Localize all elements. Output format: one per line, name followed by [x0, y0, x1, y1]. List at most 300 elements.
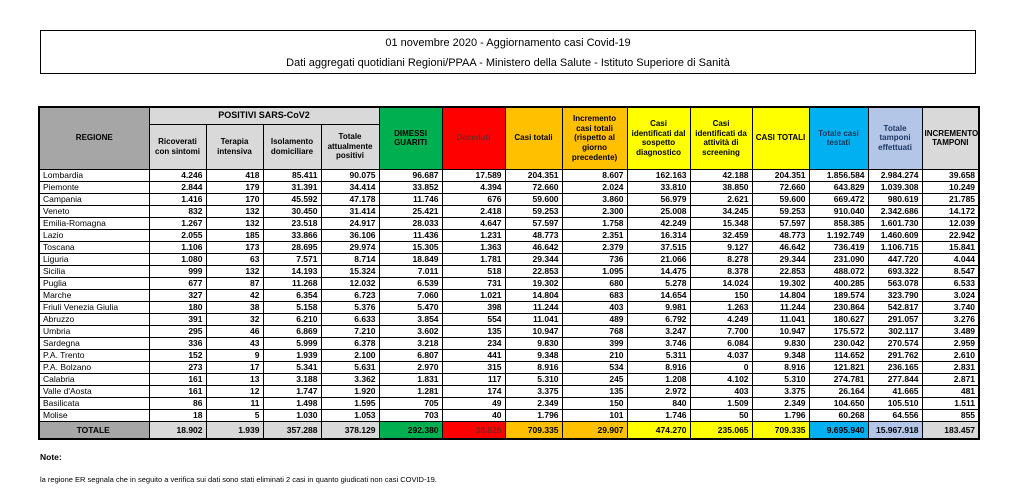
value-cell-terapia-intensiva: 46: [206, 325, 263, 337]
value-cell-deceduti: 731: [442, 277, 505, 289]
value-cell-casi-totali: 19.302: [505, 277, 562, 289]
value-cell-isolamento-domiciliare: 11.268: [263, 277, 321, 289]
region-cell: Basilicata: [39, 397, 149, 409]
total-cell-casi-identificati-da-attivit-di-screening: 235.065: [690, 421, 752, 439]
value-cell-casi-totali: 57.597: [505, 217, 562, 229]
total-cell-totale-tamponi-effettuati: 15.967.918: [868, 421, 922, 439]
column-header-totale-attualmente-positivi: Totale attualmente positivi: [321, 124, 379, 169]
total-cell-totale-attualmente-positivi: 378.129: [321, 421, 379, 439]
value-cell-deceduti: 234: [442, 337, 505, 349]
value-cell-deceduti: 4.394: [442, 181, 505, 193]
value-cell-casi-identificati-dal-sospetto-diagnostico: 162.163: [627, 169, 690, 181]
table-row-liguria: [39, 253, 979, 265]
value-cell-casi-identificati-da-attivit-di-screening: 15.348: [690, 217, 752, 229]
covid-data-table: [38, 106, 980, 440]
value-cell-incremento-casi-totali-rispetto-al-giorno-precedente: 245: [562, 373, 627, 385]
value-cell-totale-casi-testati: 180.627: [809, 313, 868, 325]
value-cell-casi-totali: 5.310: [505, 373, 562, 385]
value-cell-casi-identificati-da-attivit-di-screening: 0: [690, 361, 752, 373]
value-cell-totale-attualmente-positivi: 5.376: [321, 301, 379, 313]
value-cell-totale-casi-testati: 230.864: [809, 301, 868, 313]
value-cell-incremento-tamponi: 2.871: [922, 373, 979, 385]
value-cell-casi-identificati-da-attivit-di-screening: 4.102: [690, 373, 752, 385]
covid-table-container: [38, 106, 980, 440]
total-cell-casi-identificati-dal-sospetto-diagnostico: 474.270: [627, 421, 690, 439]
value-cell-incremento-tamponi: 39.658: [922, 169, 979, 181]
table-row-marche: [39, 289, 979, 301]
value-cell-terapia-intensiva: 63: [206, 253, 263, 265]
value-cell-terapia-intensiva: 132: [206, 217, 263, 229]
value-cell-terapia-intensiva: 17: [206, 361, 263, 373]
value-cell-casi-identificati-da-attivit-di-screening: 150: [690, 289, 752, 301]
value-cell-incremento-tamponi: 481: [922, 385, 979, 397]
value-cell-ricoverati-con-sintomi: 2.844: [149, 181, 206, 193]
value-cell-incremento-casi-totali-rispetto-al-giorno-precedente: 3.860: [562, 193, 627, 205]
value-cell-dimessi-guariti: 18.849: [379, 253, 442, 265]
value-cell-ricoverati-con-sintomi: 180: [149, 301, 206, 313]
region-cell: Campania: [39, 193, 149, 205]
value-cell-totale-attualmente-positivi: 8.714: [321, 253, 379, 265]
value-cell-totale-casi-testati: 230.042: [809, 337, 868, 349]
value-cell-ricoverati-con-sintomi: 86: [149, 397, 206, 409]
value-cell-ricoverati-con-sintomi: 327: [149, 289, 206, 301]
value-cell-casi-totali: 22.853: [505, 265, 562, 277]
value-cell-incremento-casi-totali-rispetto-al-giorno-precedente: 736: [562, 253, 627, 265]
value-cell-terapia-intensiva: 170: [206, 193, 263, 205]
value-cell-dimessi-guariti: 11.746: [379, 193, 442, 205]
value-cell-totale-tamponi-effettuati: 302.117: [868, 325, 922, 337]
value-cell-isolamento-domiciliare: 28.695: [263, 241, 321, 253]
value-cell-casi-identificati-da-attivit-di-screening: 2.621: [690, 193, 752, 205]
value-cell-casi-identificati-dal-sospetto-diagnostico: 14.475: [627, 265, 690, 277]
value-cell-dimessi-guariti: 6.807: [379, 349, 442, 361]
value-cell-casi-totali: 11.041: [752, 313, 809, 325]
table-row-p-a-trento: [39, 349, 979, 361]
value-cell-dimessi-guariti: 6.539: [379, 277, 442, 289]
value-cell-incremento-tamponi: 8.547: [922, 265, 979, 277]
value-cell-totale-attualmente-positivi: 36.106: [321, 229, 379, 241]
value-cell-incremento-casi-totali-rispetto-al-giorno-precedente: 683: [562, 289, 627, 301]
value-cell-totale-tamponi-effettuati: 291.057: [868, 313, 922, 325]
total-cell-ricoverati-con-sintomi: 18.902: [149, 421, 206, 439]
value-cell-casi-totali: 8.916: [752, 361, 809, 373]
value-cell-deceduti: 174: [442, 385, 505, 397]
value-cell-casi-totali: 10.947: [752, 325, 809, 337]
value-cell-deceduti: 554: [442, 313, 505, 325]
value-cell-terapia-intensiva: 38: [206, 301, 263, 313]
value-cell-casi-totali: 46.642: [752, 241, 809, 253]
value-cell-totale-tamponi-effettuati: 236.165: [868, 361, 922, 373]
column-header-isolamento-domiciliare: Isolamento domiciliare: [263, 124, 321, 169]
value-cell-terapia-intensiva: 132: [206, 265, 263, 277]
value-cell-totale-tamponi-effettuati: 323.790: [868, 289, 922, 301]
value-cell-incremento-tamponi: 2.610: [922, 349, 979, 361]
value-cell-dimessi-guariti: 3.218: [379, 337, 442, 349]
value-cell-casi-totali: 1.796: [505, 409, 562, 421]
value-cell-ricoverati-con-sintomi: 336: [149, 337, 206, 349]
value-cell-ricoverati-con-sintomi: 1.416: [149, 193, 206, 205]
value-cell-casi-identificati-dal-sospetto-diagnostico: 1.746: [627, 409, 690, 421]
value-cell-casi-identificati-dal-sospetto-diagnostico: 1.208: [627, 373, 690, 385]
value-cell-casi-totali: 14.804: [505, 289, 562, 301]
value-cell-casi-identificati-da-attivit-di-screening: 14.024: [690, 277, 752, 289]
table-row-veneto: [39, 205, 979, 217]
value-cell-totale-casi-testati: 736.419: [809, 241, 868, 253]
value-cell-totale-casi-testati: 1.192.749: [809, 229, 868, 241]
value-cell-incremento-casi-totali-rispetto-al-giorno-precedente: 2.024: [562, 181, 627, 193]
value-cell-casi-totali: 2.349: [752, 397, 809, 409]
value-cell-incremento-casi-totali-rispetto-al-giorno-precedente: 1.758: [562, 217, 627, 229]
column-header-casi-totali: Casi totali: [505, 107, 562, 169]
value-cell-casi-totali: 9.348: [752, 349, 809, 361]
region-cell: Liguria: [39, 253, 149, 265]
value-cell-casi-totali: 11.041: [505, 313, 562, 325]
value-cell-ricoverati-con-sintomi: 273: [149, 361, 206, 373]
value-cell-totale-casi-testati: 858.385: [809, 217, 868, 229]
value-cell-dimessi-guariti: 25.421: [379, 205, 442, 217]
total-row: [39, 421, 979, 439]
value-cell-casi-totali: 59.600: [752, 193, 809, 205]
value-cell-incremento-casi-totali-rispetto-al-giorno-precedente: 8.607: [562, 169, 627, 181]
value-cell-casi-identificati-da-attivit-di-screening: 32.459: [690, 229, 752, 241]
value-cell-dimessi-guariti: 3.602: [379, 325, 442, 337]
value-cell-casi-identificati-da-attivit-di-screening: 38.850: [690, 181, 752, 193]
region-cell: Puglia: [39, 277, 149, 289]
value-cell-casi-identificati-dal-sospetto-diagnostico: 37.515: [627, 241, 690, 253]
value-cell-totale-tamponi-effettuati: 1.106.715: [868, 241, 922, 253]
region-cell: Lombardia: [39, 169, 149, 181]
value-cell-incremento-casi-totali-rispetto-al-giorno-precedente: 680: [562, 277, 627, 289]
value-cell-isolamento-domiciliare: 5.341: [263, 361, 321, 373]
value-cell-incremento-tamponi: 3.024: [922, 289, 979, 301]
value-cell-casi-identificati-da-attivit-di-screening: 6.084: [690, 337, 752, 349]
value-cell-isolamento-domiciliare: 14.193: [263, 265, 321, 277]
region-cell: Valle d'Aosta: [39, 385, 149, 397]
value-cell-isolamento-domiciliare: 85.411: [263, 169, 321, 181]
value-cell-totale-attualmente-positivi: 6.378: [321, 337, 379, 349]
value-cell-casi-identificati-da-attivit-di-screening: 9.127: [690, 241, 752, 253]
value-cell-totale-casi-testati: 643.829: [809, 181, 868, 193]
value-cell-casi-totali: 9.830: [505, 337, 562, 349]
value-cell-terapia-intensiva: 185: [206, 229, 263, 241]
value-cell-totale-casi-testati: 26.164: [809, 385, 868, 397]
value-cell-ricoverati-con-sintomi: 152: [149, 349, 206, 361]
total-cell-incremento-tamponi: 183.457: [922, 421, 979, 439]
value-cell-terapia-intensiva: 132: [206, 205, 263, 217]
value-cell-totale-attualmente-positivi: 5.631: [321, 361, 379, 373]
value-cell-incremento-casi-totali-rispetto-al-giorno-precedente: 489: [562, 313, 627, 325]
total-label-cell: TOTALE: [39, 421, 149, 439]
value-cell-casi-totali: 29.344: [505, 253, 562, 265]
value-cell-terapia-intensiva: 11: [206, 397, 263, 409]
value-cell-dimessi-guariti: 33.852: [379, 181, 442, 193]
column-header-dimessi-guariti: DIMESSI GUARITI: [379, 107, 442, 169]
value-cell-incremento-tamponi: 2.831: [922, 361, 979, 373]
value-cell-incremento-tamponi: 4.044: [922, 253, 979, 265]
value-cell-totale-tamponi-effettuati: 270.574: [868, 337, 922, 349]
table-row-piemonte: [39, 181, 979, 193]
value-cell-casi-totali: 72.660: [752, 181, 809, 193]
value-cell-terapia-intensiva: 9: [206, 349, 263, 361]
value-cell-incremento-tamponi: 10.249: [922, 181, 979, 193]
value-cell-ricoverati-con-sintomi: 1.106: [149, 241, 206, 253]
value-cell-casi-totali: 48.773: [505, 229, 562, 241]
value-cell-incremento-tamponi: 12.039: [922, 217, 979, 229]
value-cell-totale-attualmente-positivi: 34.414: [321, 181, 379, 193]
total-cell-incremento-casi-totali-rispetto-al-giorno-precedente: 29.907: [562, 421, 627, 439]
value-cell-dimessi-guariti: 7.060: [379, 289, 442, 301]
value-cell-totale-casi-testati: 669.472: [809, 193, 868, 205]
value-cell-casi-identificati-da-attivit-di-screening: 42.188: [690, 169, 752, 181]
value-cell-casi-identificati-da-attivit-di-screening: 403: [690, 385, 752, 397]
report-title-line2: Dati aggregati quotidiani Regioni/PPAA - Ministero della Salute - Istituto Superiore di Sanità: [286, 57, 730, 69]
value-cell-casi-identificati-dal-sospetto-diagnostico: 5.278: [627, 277, 690, 289]
value-cell-ricoverati-con-sintomi: 2.055: [149, 229, 206, 241]
value-cell-casi-totali: 9.830: [752, 337, 809, 349]
value-cell-isolamento-domiciliare: 3.188: [263, 373, 321, 385]
region-cell: Lazio: [39, 229, 149, 241]
value-cell-totale-attualmente-positivi: 29.974: [321, 241, 379, 253]
value-cell-casi-totali: 9.348: [505, 349, 562, 361]
value-cell-incremento-casi-totali-rispetto-al-giorno-precedente: 1.095: [562, 265, 627, 277]
value-cell-isolamento-domiciliare: 1.747: [263, 385, 321, 397]
value-cell-totale-tamponi-effettuati: 1.460.609: [868, 229, 922, 241]
value-cell-casi-identificati-da-attivit-di-screening: 34.245: [690, 205, 752, 217]
value-cell-casi-identificati-da-attivit-di-screening: 50: [690, 409, 752, 421]
value-cell-dimessi-guariti: 3.854: [379, 313, 442, 325]
value-cell-ricoverati-con-sintomi: 295: [149, 325, 206, 337]
value-cell-incremento-casi-totali-rispetto-al-giorno-precedente: 403: [562, 301, 627, 313]
value-cell-incremento-casi-totali-rispetto-al-giorno-precedente: 399: [562, 337, 627, 349]
value-cell-casi-totali: 3.375: [752, 385, 809, 397]
table-row-p-a-bolzano: [39, 361, 979, 373]
value-cell-dimessi-guariti: 703: [379, 409, 442, 421]
value-cell-totale-tamponi-effettuati: 563.078: [868, 277, 922, 289]
column-header-casi-totali: CASI TOTALI: [752, 107, 809, 169]
value-cell-deceduti: 17.589: [442, 169, 505, 181]
value-cell-totale-attualmente-positivi: 6.723: [321, 289, 379, 301]
value-cell-dimessi-guariti: 1.831: [379, 373, 442, 385]
value-cell-terapia-intensiva: 32: [206, 313, 263, 325]
value-cell-totale-casi-testati: 60.268: [809, 409, 868, 421]
value-cell-deceduti: 135: [442, 325, 505, 337]
value-cell-ricoverati-con-sintomi: 161: [149, 385, 206, 397]
total-cell-casi-totali: 709.335: [752, 421, 809, 439]
value-cell-casi-totali: 3.375: [505, 385, 562, 397]
table-row-calabria: [39, 373, 979, 385]
header-row-group: [39, 107, 979, 124]
value-cell-deceduti: 398: [442, 301, 505, 313]
value-cell-incremento-tamponi: 3.489: [922, 325, 979, 337]
value-cell-incremento-tamponi: 21.785: [922, 193, 979, 205]
region-cell: Umbria: [39, 325, 149, 337]
region-cell: Sardegna: [39, 337, 149, 349]
value-cell-totale-tamponi-effettuati: 1.039.308: [868, 181, 922, 193]
value-cell-totale-casi-testati: 175.572: [809, 325, 868, 337]
value-cell-incremento-casi-totali-rispetto-al-giorno-precedente: 2.300: [562, 205, 627, 217]
region-cell: Molise: [39, 409, 149, 421]
value-cell-ricoverati-con-sintomi: 832: [149, 205, 206, 217]
value-cell-ricoverati-con-sintomi: 677: [149, 277, 206, 289]
value-cell-casi-identificati-dal-sospetto-diagnostico: 21.066: [627, 253, 690, 265]
value-cell-casi-identificati-dal-sospetto-diagnostico: 5.311: [627, 349, 690, 361]
value-cell-isolamento-domiciliare: 45.592: [263, 193, 321, 205]
value-cell-isolamento-domiciliare: 1.939: [263, 349, 321, 361]
value-cell-casi-totali: 11.244: [505, 301, 562, 313]
value-cell-casi-identificati-da-attivit-di-screening: 4.249: [690, 313, 752, 325]
value-cell-totale-attualmente-positivi: 1.595: [321, 397, 379, 409]
region-cell: Calabria: [39, 373, 149, 385]
value-cell-casi-identificati-dal-sospetto-diagnostico: 3.247: [627, 325, 690, 337]
value-cell-totale-casi-testati: 189.574: [809, 289, 868, 301]
value-cell-totale-casi-testati: 114.652: [809, 349, 868, 361]
table-row-lazio: [39, 229, 979, 241]
table-row-molise: [39, 409, 979, 421]
total-cell-dimessi-guariti: 292.380: [379, 421, 442, 439]
region-cell: Veneto: [39, 205, 149, 217]
value-cell-incremento-tamponi: 22.942: [922, 229, 979, 241]
value-cell-ricoverati-con-sintomi: 161: [149, 373, 206, 385]
value-cell-incremento-casi-totali-rispetto-al-giorno-precedente: 210: [562, 349, 627, 361]
notes-section: [40, 452, 437, 484]
note-heading: Note:: [40, 452, 62, 462]
value-cell-isolamento-domiciliare: 5.158: [263, 301, 321, 313]
column-header-deceduti: Deceduti: [442, 107, 505, 169]
value-cell-totale-attualmente-positivi: 12.032: [321, 277, 379, 289]
value-cell-isolamento-domiciliare: 5.999: [263, 337, 321, 349]
value-cell-ricoverati-con-sintomi: 391: [149, 313, 206, 325]
value-cell-dimessi-guariti: 2.970: [379, 361, 442, 373]
value-cell-incremento-tamponi: 855: [922, 409, 979, 421]
value-cell-deceduti: 40: [442, 409, 505, 421]
value-cell-casi-identificati-dal-sospetto-diagnostico: 56.979: [627, 193, 690, 205]
value-cell-deceduti: 1.781: [442, 253, 505, 265]
table-row-friuli-venezia-giulia: [39, 301, 979, 313]
total-cell-totale-casi-testati: 9.695.940: [809, 421, 868, 439]
value-cell-totale-attualmente-positivi: 6.633: [321, 313, 379, 325]
report-title-box: [40, 30, 976, 74]
value-cell-incremento-casi-totali-rispetto-al-giorno-precedente: 534: [562, 361, 627, 373]
table-row-sicilia: [39, 265, 979, 277]
value-cell-casi-totali: 29.344: [752, 253, 809, 265]
value-cell-deceduti: 676: [442, 193, 505, 205]
value-cell-dimessi-guariti: 28.033: [379, 217, 442, 229]
value-cell-totale-tamponi-effettuati: 1.601.730: [868, 217, 922, 229]
value-cell-casi-totali: 11.244: [752, 301, 809, 313]
value-cell-deceduti: 49: [442, 397, 505, 409]
table-row-lombardia: [39, 169, 979, 181]
value-cell-totale-tamponi-effettuati: 277.844: [868, 373, 922, 385]
value-cell-deceduti: 315: [442, 361, 505, 373]
value-cell-isolamento-domiciliare: 7.571: [263, 253, 321, 265]
region-cell: Sicilia: [39, 265, 149, 277]
region-cell: Abruzzo: [39, 313, 149, 325]
value-cell-terapia-intensiva: 87: [206, 277, 263, 289]
value-cell-casi-identificati-dal-sospetto-diagnostico: 6.792: [627, 313, 690, 325]
value-cell-ricoverati-con-sintomi: 999: [149, 265, 206, 277]
table-row-emilia-romagna: [39, 217, 979, 229]
table-row-toscana: [39, 241, 979, 253]
value-cell-casi-totali: 10.947: [505, 325, 562, 337]
value-cell-totale-tamponi-effettuati: 980.619: [868, 193, 922, 205]
value-cell-totale-attualmente-positivi: 2.100: [321, 349, 379, 361]
value-cell-incremento-tamponi: 3.276: [922, 313, 979, 325]
value-cell-terapia-intensiva: 179: [206, 181, 263, 193]
value-cell-casi-identificati-da-attivit-di-screening: 1.263: [690, 301, 752, 313]
region-cell: P.A. Bolzano: [39, 361, 149, 373]
value-cell-totale-tamponi-effettuati: 542.817: [868, 301, 922, 313]
value-cell-terapia-intensiva: 12: [206, 385, 263, 397]
value-cell-dimessi-guariti: 15.305: [379, 241, 442, 253]
value-cell-totale-casi-testati: 104.650: [809, 397, 868, 409]
value-cell-totale-casi-testati: 488.072: [809, 265, 868, 277]
value-cell-terapia-intensiva: 418: [206, 169, 263, 181]
column-header-casi-identificati-da-attivit-di-screening: Casi identificati da attività di screening: [690, 107, 752, 169]
value-cell-totale-casi-testati: 400.285: [809, 277, 868, 289]
table-row-puglia: [39, 277, 979, 289]
column-header-incremento-casi-totali-rispetto-al-giorno-precedente: Incremento casi totali (rispetto al giorno precedente): [562, 107, 627, 169]
column-header-positivi-sars-cov2: POSITIVI SARS-CoV2: [149, 107, 379, 124]
value-cell-casi-identificati-da-attivit-di-screening: 1.509: [690, 397, 752, 409]
value-cell-casi-identificati-dal-sospetto-diagnostico: 840: [627, 397, 690, 409]
value-cell-casi-totali: 5.310: [752, 373, 809, 385]
value-cell-isolamento-domiciliare: 6.354: [263, 289, 321, 301]
column-header-totale-tamponi-effettuati: Totale tamponi effettuati: [868, 107, 922, 169]
value-cell-casi-totali: 59.253: [752, 205, 809, 217]
value-cell-totale-attualmente-positivi: 3.362: [321, 373, 379, 385]
table-row-basilicata: [39, 397, 979, 409]
region-cell: Toscana: [39, 241, 149, 253]
value-cell-casi-totali: 48.773: [752, 229, 809, 241]
value-cell-casi-identificati-da-attivit-di-screening: 8.278: [690, 253, 752, 265]
value-cell-isolamento-domiciliare: 1.498: [263, 397, 321, 409]
total-cell-casi-totali: 709.335: [505, 421, 562, 439]
region-cell: Emilia-Romagna: [39, 217, 149, 229]
region-cell: Piemonte: [39, 181, 149, 193]
value-cell-isolamento-domiciliare: 33.866: [263, 229, 321, 241]
value-cell-deceduti: 117: [442, 373, 505, 385]
value-cell-incremento-casi-totali-rispetto-al-giorno-precedente: 150: [562, 397, 627, 409]
value-cell-incremento-tamponi: 2.959: [922, 337, 979, 349]
value-cell-ricoverati-con-sintomi: 1.267: [149, 217, 206, 229]
value-cell-incremento-casi-totali-rispetto-al-giorno-precedente: 135: [562, 385, 627, 397]
value-cell-casi-identificati-da-attivit-di-screening: 4.037: [690, 349, 752, 361]
value-cell-deceduti: 1.363: [442, 241, 505, 253]
column-header-totale-casi-testati: Totale casi testati: [809, 107, 868, 169]
value-cell-totale-tamponi-effettuati: 291.762: [868, 349, 922, 361]
value-cell-casi-totali: 72.660: [505, 181, 562, 193]
value-cell-totale-tamponi-effettuati: 447.720: [868, 253, 922, 265]
value-cell-casi-identificati-da-attivit-di-screening: 8.378: [690, 265, 752, 277]
table-row-abruzzo: [39, 313, 979, 325]
value-cell-casi-totali: 19.302: [752, 277, 809, 289]
value-cell-totale-tamponi-effettuati: 105.510: [868, 397, 922, 409]
value-cell-totale-attualmente-positivi: 1.920: [321, 385, 379, 397]
value-cell-totale-attualmente-positivi: 1.053: [321, 409, 379, 421]
value-cell-isolamento-domiciliare: 1.030: [263, 409, 321, 421]
column-header-ricoverati-con-sintomi: Ricoverati con sintomi: [149, 124, 206, 169]
value-cell-casi-identificati-dal-sospetto-diagnostico: 8.916: [627, 361, 690, 373]
value-cell-casi-totali: 22.853: [752, 265, 809, 277]
value-cell-casi-identificati-dal-sospetto-diagnostico: 25.008: [627, 205, 690, 217]
value-cell-isolamento-domiciliare: 31.391: [263, 181, 321, 193]
value-cell-terapia-intensiva: 42: [206, 289, 263, 301]
value-cell-incremento-tamponi: 3.740: [922, 301, 979, 313]
value-cell-terapia-intensiva: 13: [206, 373, 263, 385]
report-title-line1: 01 novembre 2020 - Aggiornamento casi Covid-19: [385, 37, 631, 49]
column-header-terapia-intensiva: Terapia intensiva: [206, 124, 263, 169]
value-cell-incremento-casi-totali-rispetto-al-giorno-precedente: 2.379: [562, 241, 627, 253]
